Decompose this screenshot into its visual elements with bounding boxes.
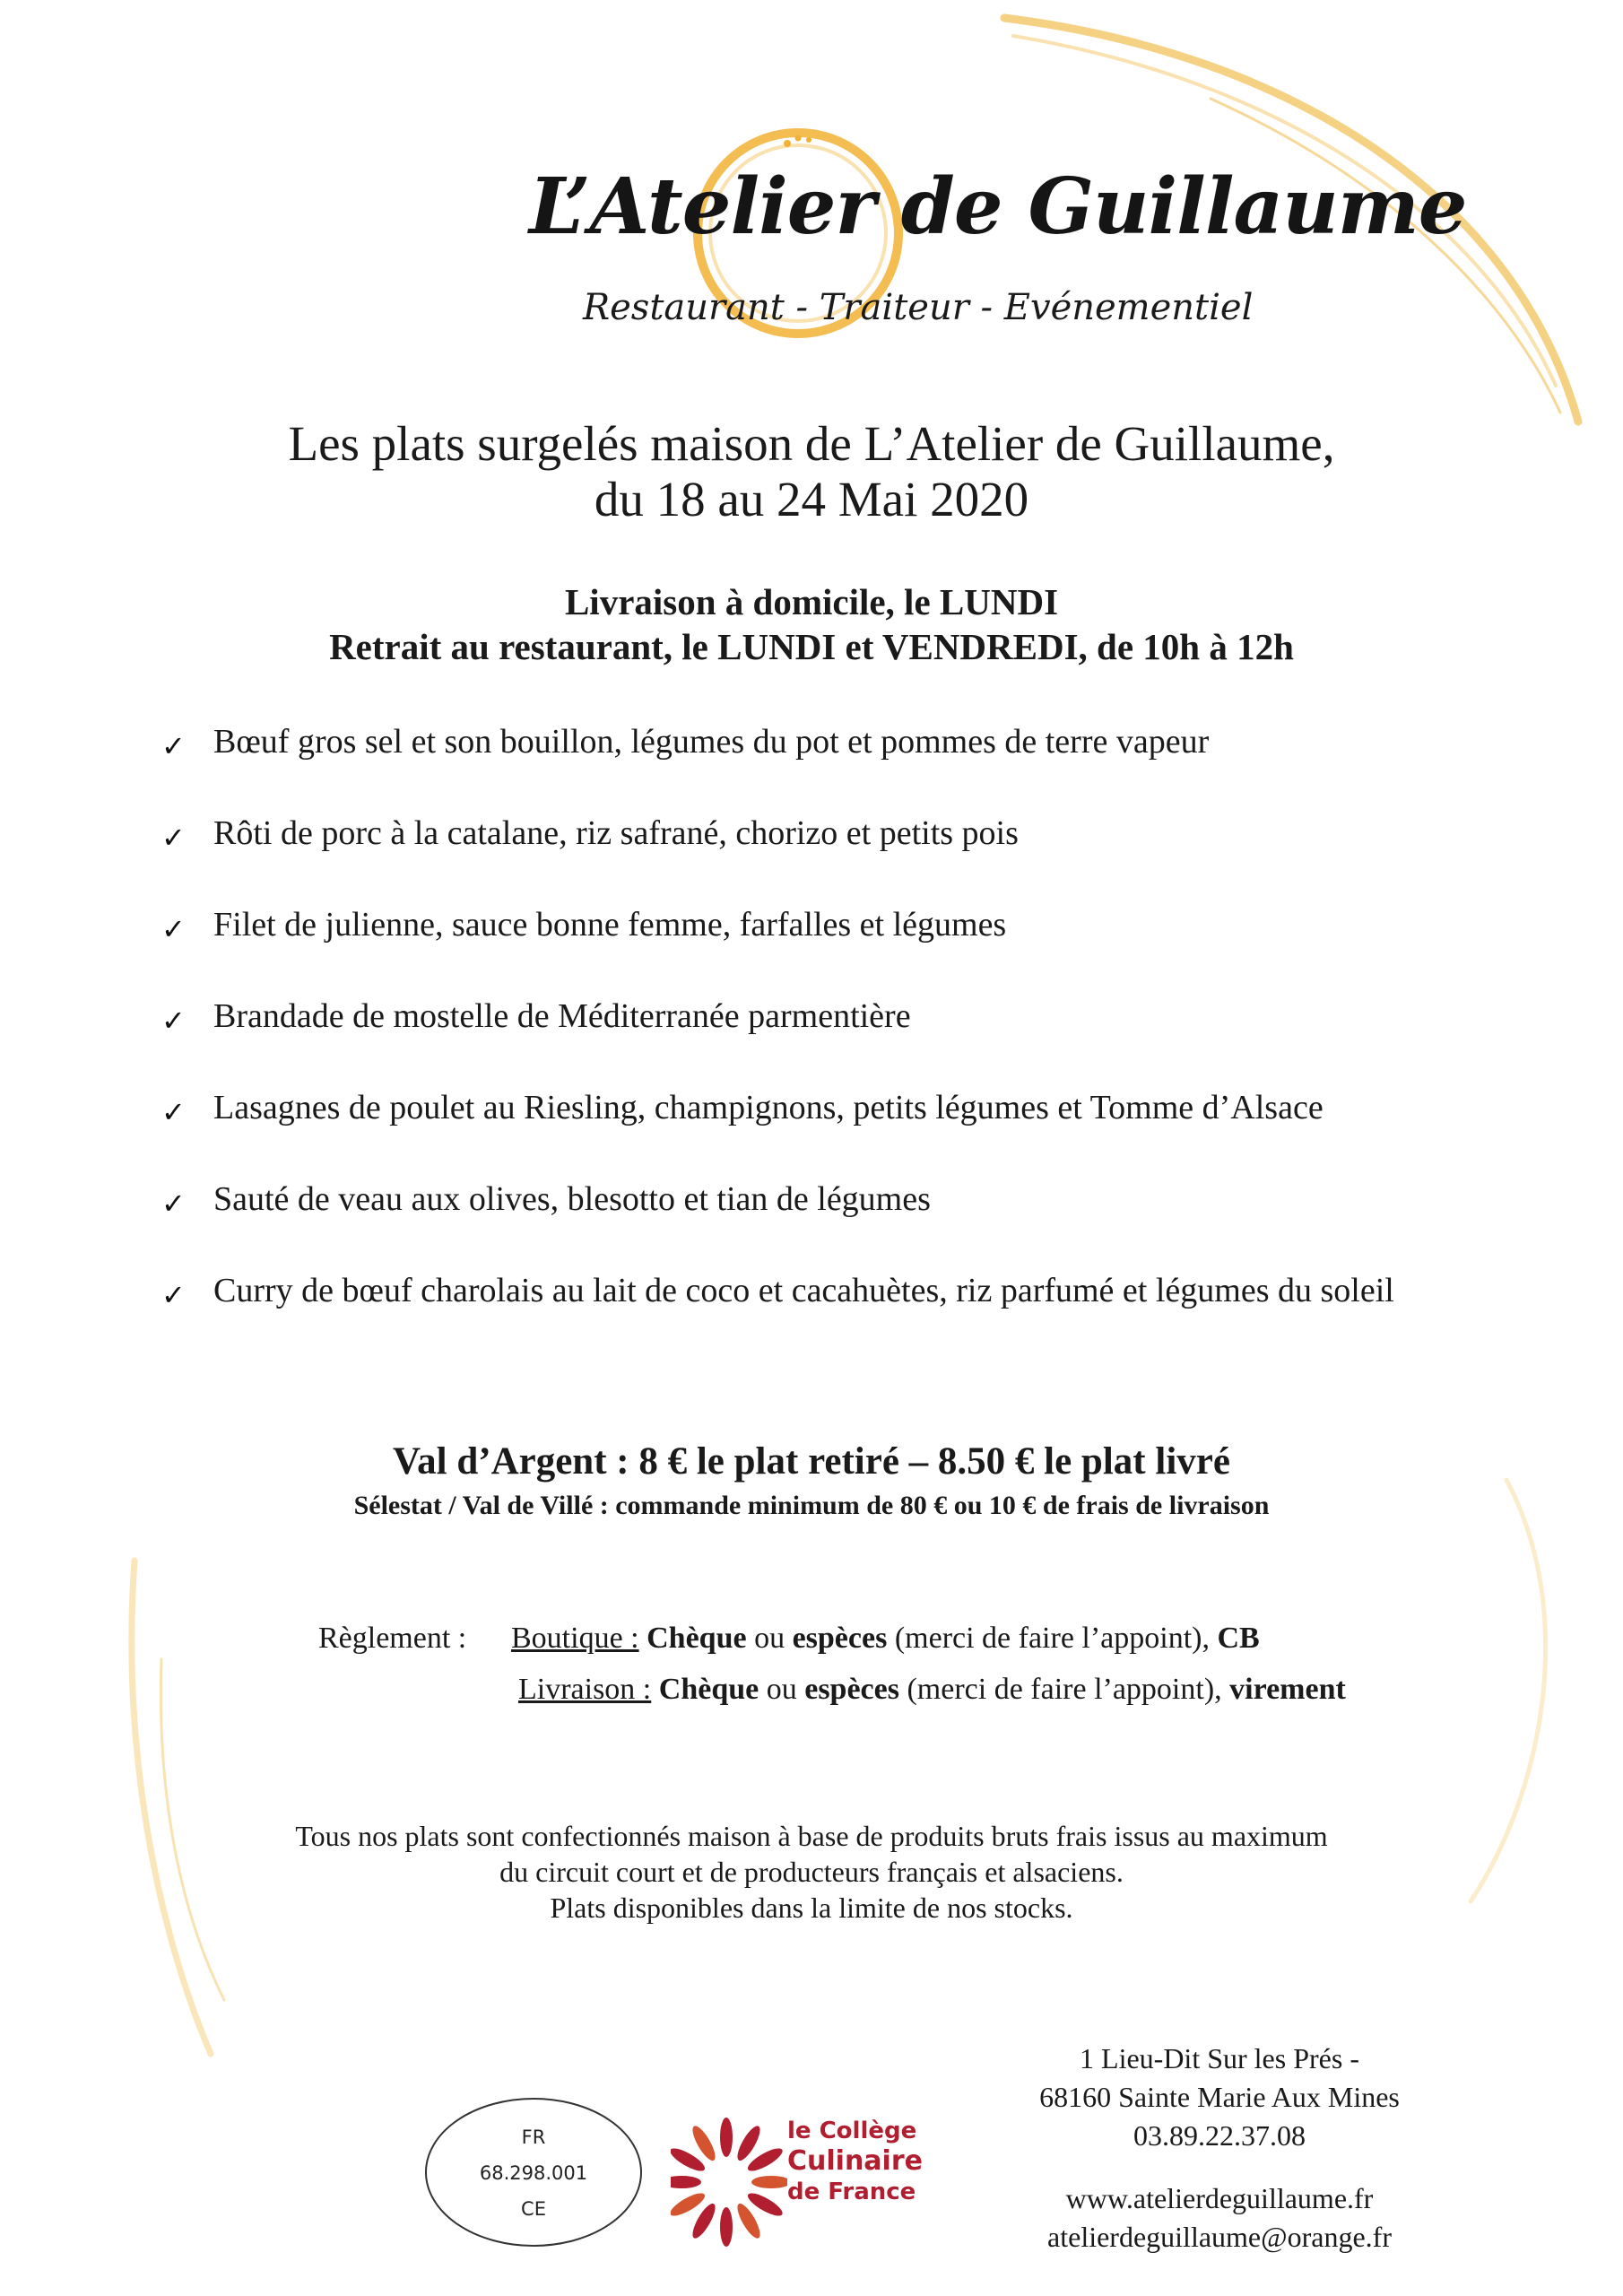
- check-icon: ✓: [161, 1278, 186, 1312]
- dish-name: Lasagnes de poulet au Riesling, champignons, petits légumes et Tomme d’Alsace: [213, 1089, 1324, 1126]
- dish-name: Sauté de veau aux olives, blesotto et tian de légumes: [213, 1180, 931, 1218]
- college-line-3: de France: [787, 2179, 916, 2205]
- payment-text: ou: [746, 1622, 793, 1655]
- payment-livraison-label: Livraison :: [518, 1673, 652, 1706]
- payment-method: virement: [1229, 1673, 1346, 1706]
- dish-name: Brandade de mostelle de Méditerranée parmentière: [213, 997, 911, 1035]
- college-name: [787, 2117, 931, 2206]
- address-line-2: 68160 Sainte Marie Aux Mines: [1039, 2081, 1400, 2113]
- payment-method: Chèque: [658, 1673, 759, 1706]
- brand-tagline: Restaurant - Traiteur - Evénementiel: [583, 287, 1254, 328]
- address-line-1: 1 Lieu-Dit Sur les Prés -: [1080, 2042, 1359, 2074]
- delivery-info-line-2: Retrait au restaurant, le LUNDI et VENDREDI, de 10h à 12h: [329, 626, 1294, 667]
- price-main: Val d’Argent : 8 € le plat retiré – 8.50 € le plat livré: [393, 1440, 1230, 1483]
- college-sunburst-icon: [671, 2106, 787, 2258]
- payment-method: Chèque: [647, 1622, 747, 1655]
- payment-method: espèces: [792, 1622, 888, 1655]
- note-line-1: Tous nos plats sont confectionnés maison à base de produits bruts frais issus au maximum: [295, 1820, 1328, 1852]
- check-icon: ✓: [161, 1095, 186, 1129]
- brand-logo: [502, 108, 1467, 377]
- dish-name: Rôti de porc à la catalane, riz safrané, chorizo et petits pois: [213, 814, 1019, 852]
- delivery-info-line-1: Livraison à domicile, le LUNDI: [564, 581, 1059, 622]
- college-line-1: le Collège: [787, 2118, 917, 2144]
- stamp-country: FR: [521, 2126, 546, 2148]
- stamp-number: 68.298.001: [479, 2162, 588, 2184]
- brand-name: L’Atelier de Guillaume: [529, 161, 1467, 252]
- check-icon: ✓: [161, 821, 186, 855]
- payment-livraison: [518, 1673, 1346, 1707]
- stamp-ce: CE: [521, 2198, 546, 2220]
- website-link[interactable]: www.atelierdeguillaume.fr: [1065, 2182, 1374, 2214]
- payment-method: espèces: [804, 1673, 899, 1706]
- note-line-2: du circuit court et de producteurs français et alsaciens.: [499, 1856, 1124, 1888]
- payment-boutique: [511, 1622, 1260, 1656]
- payment-boutique-label: Boutique :: [511, 1622, 639, 1655]
- payment-text: ou: [759, 1673, 805, 1706]
- check-icon: ✓: [161, 912, 186, 946]
- sanitary-stamp: [421, 2094, 646, 2251]
- college-culinaire-logo: [671, 2106, 922, 2258]
- dish-name: Filet de julienne, sauce bonne femme, farfalles et légumes: [213, 906, 1007, 944]
- email-link[interactable]: atelierdeguillaume@orange.fr: [1047, 2221, 1392, 2253]
- college-line-2: Culinaire: [787, 2145, 923, 2177]
- dish-name: Curry de bœuf charolais au lait de coco et cacahuètes, riz parfumé et légumes du soleil: [213, 1272, 1394, 1309]
- check-icon: ✓: [161, 1187, 186, 1221]
- phone-number: 03.89.22.37.08: [1133, 2119, 1306, 2152]
- payment-text: (merci de faire l’appoint),: [887, 1622, 1218, 1655]
- price-conditions: Sélestat / Val de Villé : commande minimum de 80 € ou 10 € de frais de livraison: [353, 1491, 1270, 1520]
- payment-text: (merci de faire l’appoint),: [898, 1673, 1230, 1706]
- note-line-3: Plats disponibles dans la limite de nos stocks.: [550, 1892, 1073, 1924]
- page-title-line-2: du 18 au 24 Mai 2020: [594, 472, 1029, 526]
- payment-method: CB: [1217, 1622, 1260, 1655]
- page-title-line-1: Les plats surgelés maison de L’Atelier de Guillaume,: [288, 416, 1335, 471]
- payment-label: Règlement :: [318, 1622, 467, 1655]
- check-icon: ✓: [161, 729, 186, 763]
- check-icon: ✓: [161, 1004, 186, 1038]
- dish-name: Bœuf gros sel et son bouillon, légumes du pot et pommes de terre vapeur: [213, 723, 1210, 761]
